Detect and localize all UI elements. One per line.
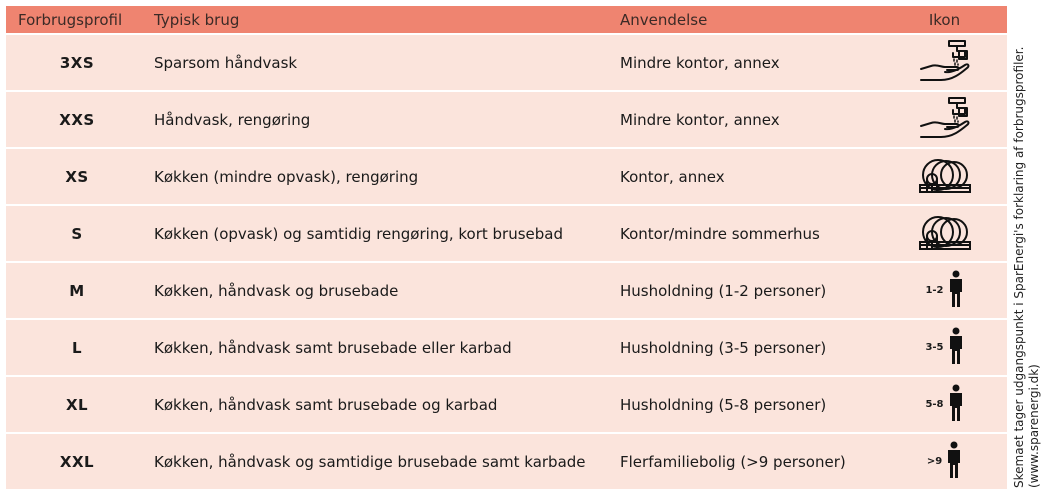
typical-use: Køkken (mindre opvask), rengøring (154, 167, 419, 186)
hand-faucet-icon (919, 96, 971, 144)
person-count: >9 (926, 456, 943, 467)
dish-rack-icon (918, 155, 972, 199)
application: Kontor/mindre sommerhus (620, 224, 820, 243)
source-note-line2: (www.sparenergi.dk) (1027, 364, 1041, 488)
header-icon: Ikon (928, 10, 961, 29)
person-icon (946, 441, 962, 483)
table-row (6, 204, 1007, 261)
profile-code: XL (65, 395, 89, 414)
typical-use: Køkken (opvask) og samtidig rengøring, kort brusebad (154, 224, 563, 243)
icon-cell (882, 384, 1007, 426)
profile-code: XXS (59, 110, 95, 129)
header-application: Anvendelse (620, 10, 708, 29)
typical-use: Køkken, håndvask samt brusebade eller karbad (154, 338, 512, 357)
profile-code: L (71, 338, 83, 357)
table-row (6, 33, 1007, 90)
header-use: Typisk brug (154, 10, 240, 29)
person-count: 1-2 (925, 285, 944, 296)
person-icon (948, 270, 964, 312)
typical-use: Køkken, håndvask og brusebade (154, 281, 399, 300)
person-icon (948, 384, 964, 426)
profile-code: S (71, 224, 83, 243)
hand-faucet-icon (919, 39, 971, 87)
table-row (6, 261, 1007, 318)
application: Husholdning (3-5 personer) (620, 338, 827, 357)
application: Husholdning (1-2 personer) (620, 281, 827, 300)
person-count: 5-8 (925, 399, 944, 410)
person-count: 3-5 (925, 342, 944, 353)
source-note-line1: Skemaet tager udgangspunkt i SparEnergi's forklaring af forbrugsprofiler. (1012, 46, 1026, 488)
application: Mindre kontor, annex (620, 110, 780, 129)
table-row (6, 147, 1007, 204)
typical-use: Sparsom håndvask (154, 53, 298, 72)
icon-cell (882, 441, 1007, 483)
typical-use: Håndvask, rengøring (154, 110, 311, 129)
application: Kontor, annex (620, 167, 725, 186)
table-row (6, 318, 1007, 375)
consumption-profile-table (6, 6, 1007, 489)
application: Husholdning (5-8 personer) (620, 395, 827, 414)
application: Mindre kontor, annex (620, 53, 780, 72)
table-row (6, 375, 1007, 432)
icon-cell (882, 39, 1007, 87)
header-profile: Forbrugsprofil (18, 10, 123, 29)
table-row (6, 90, 1007, 147)
icon-cell (882, 327, 1007, 369)
table-header (6, 6, 1007, 33)
table-row (6, 432, 1007, 489)
typical-use: Køkken, håndvask samt brusebade og karbad (154, 395, 498, 414)
typical-use: Køkken, håndvask og samtidige brusebade samt karbade (154, 452, 586, 471)
icon-cell (882, 212, 1007, 256)
profile-code: 3XS (59, 53, 95, 72)
profile-code: XXL (59, 452, 95, 471)
profile-code: M (69, 281, 85, 300)
application: Flerfamiliebolig (>9 personer) (620, 452, 846, 471)
source-note (1012, 8, 1042, 488)
profile-code: XS (65, 167, 89, 186)
person-icon (948, 327, 964, 369)
icon-cell (882, 96, 1007, 144)
icon-cell (882, 155, 1007, 199)
icon-cell (882, 270, 1007, 312)
dish-rack-icon (918, 212, 972, 256)
